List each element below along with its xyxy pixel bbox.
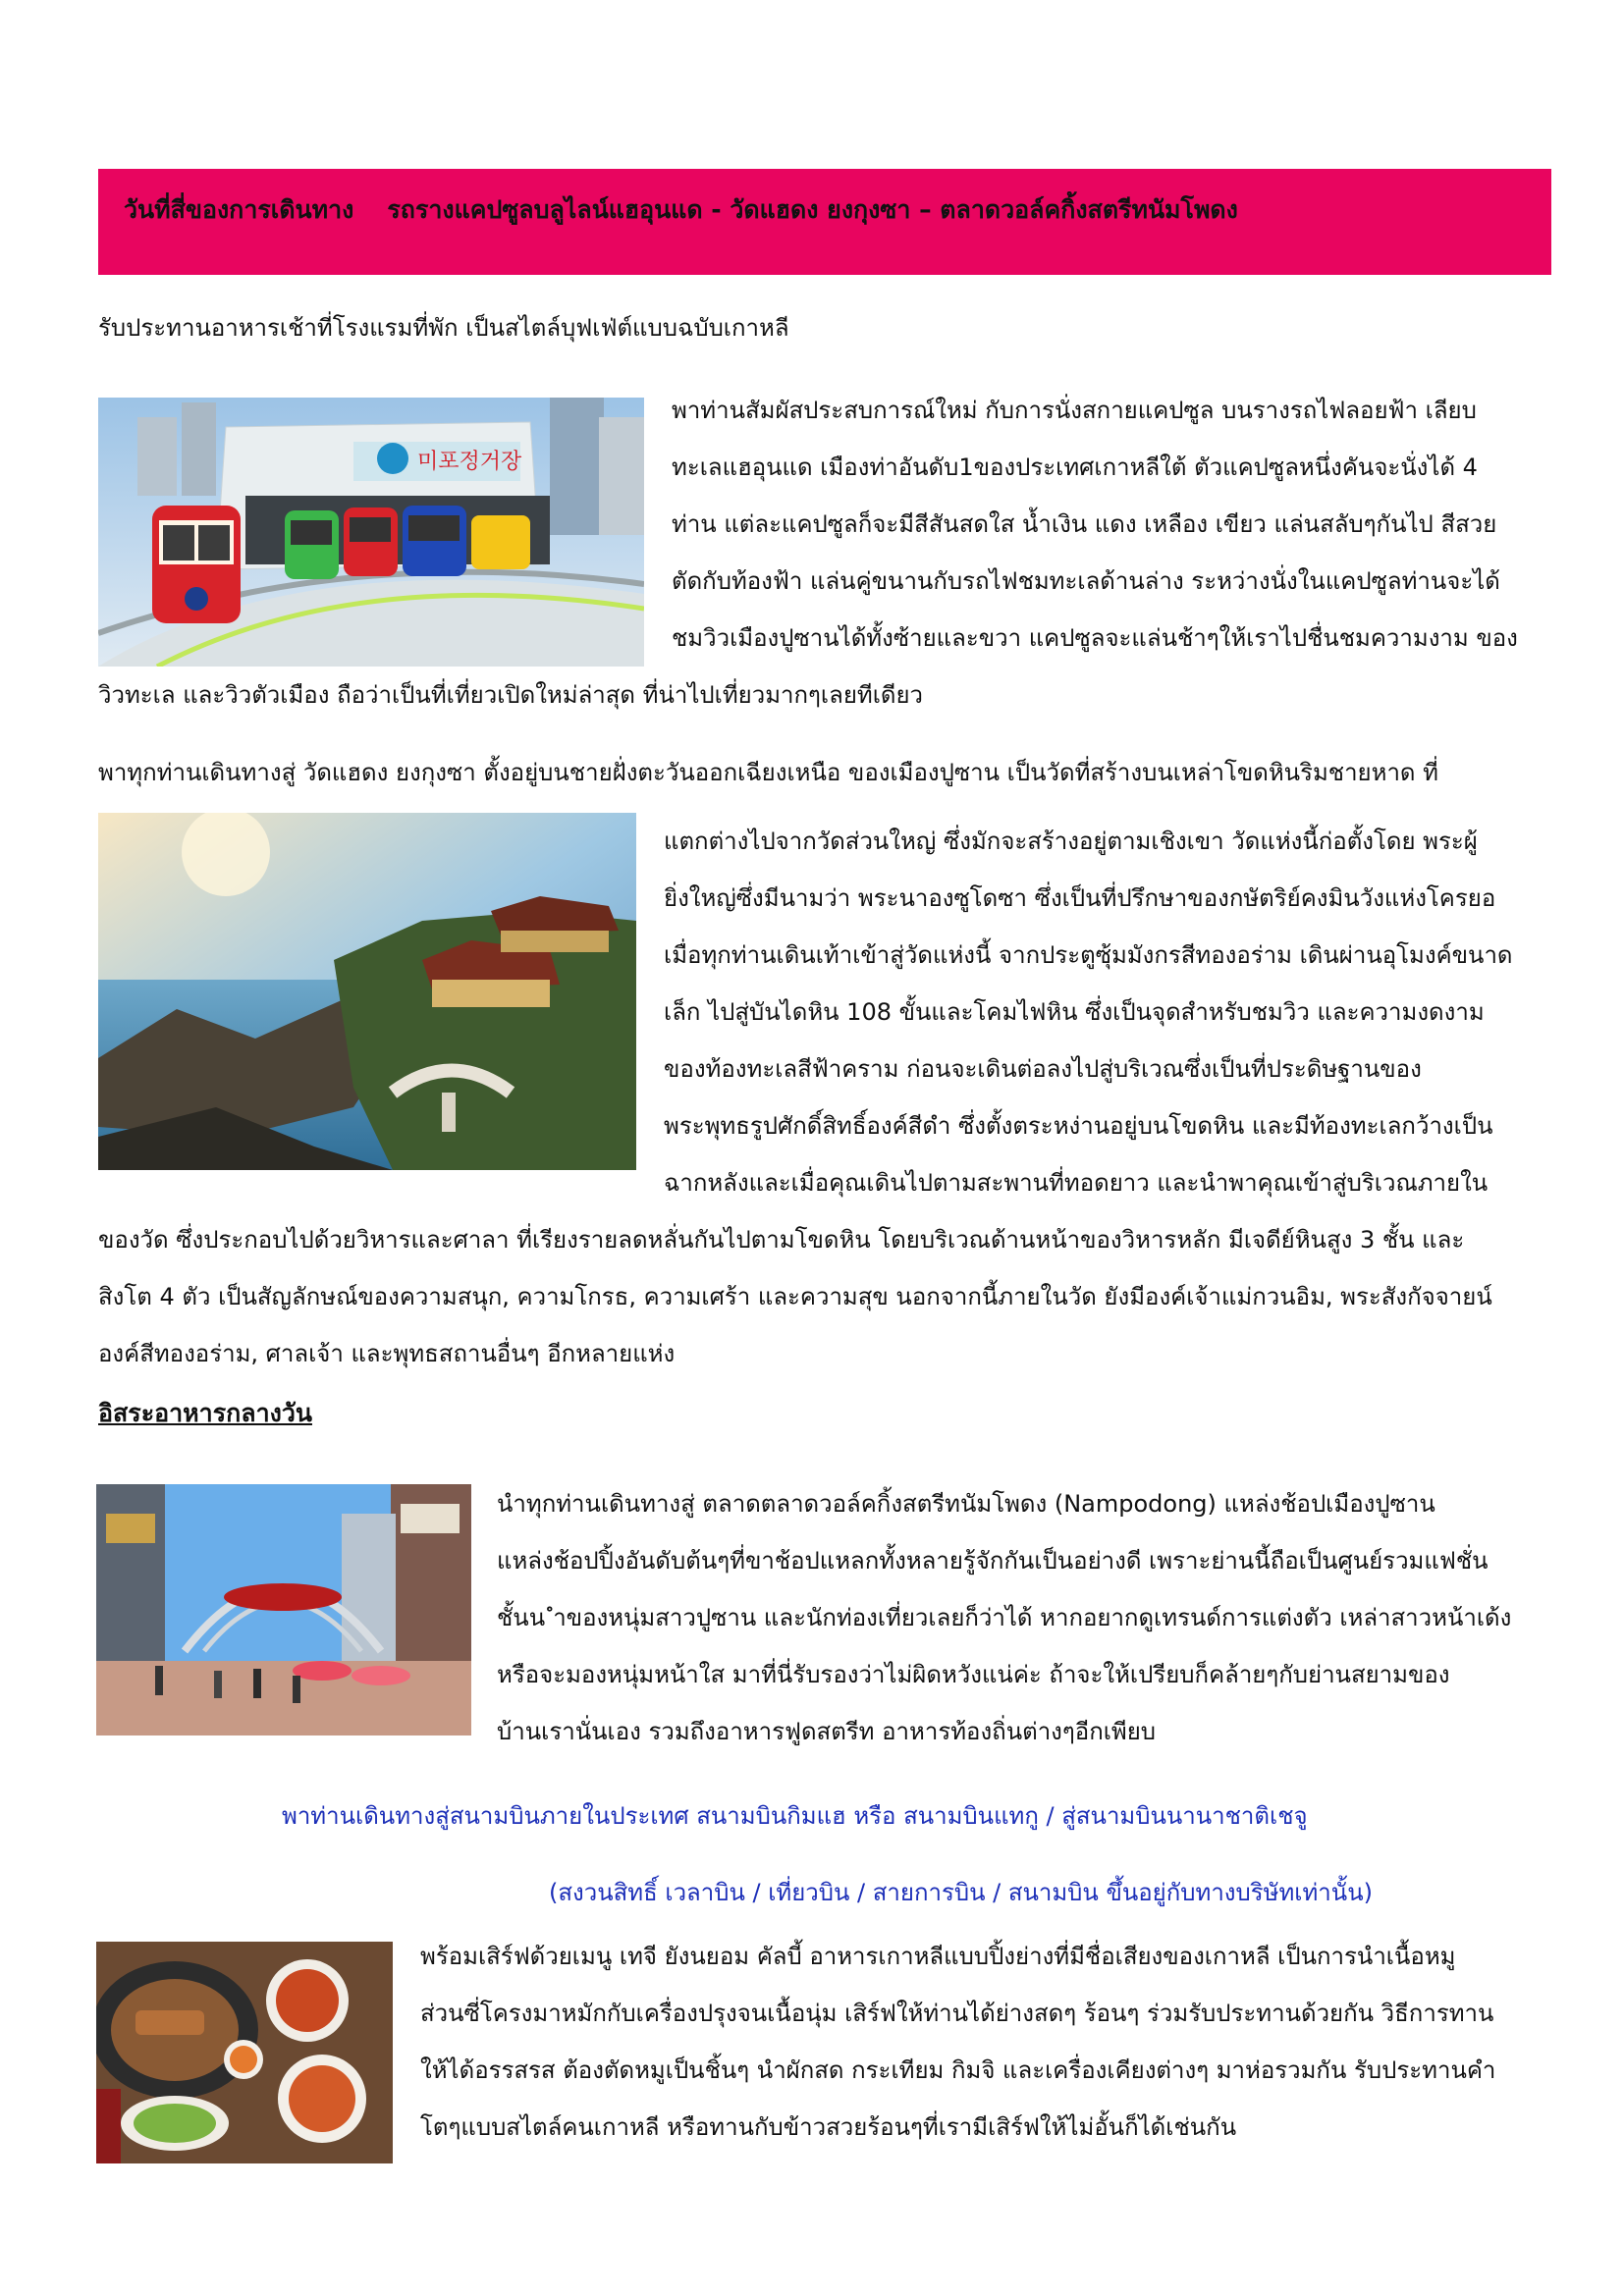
temple-paragraph-tail — [98, 1211, 1492, 1382]
temple-line: องค์สีทองอร่าม, ศาลเจ้า และพุทธสถานอื่นๆ อีกหลายแห่ง — [98, 1340, 676, 1367]
market-line: ชั้นน ำของหนุ่มสาวปูซาน และนักท่องเที่ยวเลยก็ว่าได้ หากอยากดูเทรนด์การแต่งตัว เหล่าสาวหน้าเด้ง — [497, 1604, 1512, 1631]
banner-title — [124, 190, 1238, 230]
flight-transfer-text: พาท่านเดินทางสู่สนามบินภายในประเทศ สนามบินกิมแฮ หรือ สนามบินแทกู / สู่สนามบินนานาชาติเชจู — [282, 1802, 1308, 1830]
capsule-paragraph — [672, 382, 1518, 667]
temple-line: พระพุทธรูปศักดิ์สิทธิ์องค์สีดำ ซึ่งตั้งตระหง่านอยู่บนโขดหิน และมีท้องทะเลกว้างเป็น — [664, 1112, 1493, 1140]
capsule-line: ชมวิวเมืองปูซานได้ทั้งซ้ายและขวา แคปซูลจะแล่นช้าๆให้เราไปชื่นชมความงาม ของ — [672, 624, 1518, 652]
temple-line: เมื่อทุกท่านเดินเท้าเข้าสู่วัดแห่งนี้ จากประตูซุ้มมังกรสีทองอร่าม เดินผ่านอุโมงค์ขนาด — [664, 941, 1513, 969]
dinner-line: ให้ได้อรรสรส ต้องตัดหมูเป็นชิ้นๆ นำผักสด กระเทียม กิมจิ และเครื่องเคียงต่างๆ มาห่อรวมกัน รับประทานคำ — [420, 2056, 1496, 2084]
temple-line: สิงโต 4 ตัว เป็นสัญลักษณ์ของความสนุก, ความโกรธ, ความเศร้า และความสุข นอกจากนี้ภายในวัด ยังมีองค์เจ้าแม่กวนอิม, พระสังกัจจายน์ — [98, 1283, 1492, 1310]
temple-paragraph — [664, 813, 1513, 1211]
capsule-line: ท่าน แต่ละแคปซูลก็จะมีสีสันสดใส น้ำเงิน แดง เหลือง เขียว แล่นสลับๆกันไป สีสวย — [672, 510, 1497, 538]
dinner-line: โตๆแบบสไตล์คนเกาหลี หรือทานกับข้าวสวยร้อนๆที่เรามีเสิร์ฟให้ไม่อั้นก็ได้เช่นกัน — [420, 2113, 1237, 2141]
temple-photo — [98, 813, 636, 1170]
capsule-line: ทะเลแฮอุนแด เมืองท่าอันดับ1ของประเทศเกาหลีใต้ ตัวแคปซูลหนึ่งคันจะนั่งได้ 4 — [672, 454, 1478, 481]
dinner-line: ส่วนซี่โครงมาหมักกับเครื่องปรุงจนเนื้อนุ่ม เสิร์ฟให้ท่านได้ย่างสดๆ ร้อนๆ ร่วมรับประทานด้วยกัน วิธีการทาน — [420, 2000, 1494, 2027]
nampodong-street-photo — [96, 1484, 471, 1735]
temple-line: ของวัด ซึ่งประกอบไปด้วยวิหารและศาลา ที่เรียงรายลดหลั่นกันไปตามโขดหิน โดยบริเวณด้านหน้าของวิหารหลัก มีเจดีย์หินสูง 3 ชั้น และ — [98, 1226, 1465, 1254]
flight-disclaimer-text: (สงวนสิทธิ์ เวลาบิน / เที่ยวบิน / สายการบิน / สนามบิน ขึ้นอยู่กับทางบริษัทเท่านั้น) — [549, 1879, 1373, 1906]
capsule-line: ตัดกับท้องฟ้า แล่นคู่ขนานกับรถไฟชมทะเลด้านล่าง ระหว่างนั่งในแคปซูลท่านจะได้ — [672, 567, 1500, 595]
temple-line: แตกต่างไปจากวัดส่วนใหญ่ ซึ่งมักจะสร้างอยู่ตามเชิงเขา วัดแห่งนี้ก่อตั้งโดย พระผู้ — [664, 828, 1478, 855]
market-line: นำทุกท่านเดินทางสู่ ตลาดตลาดวอล์คกิ้งสตรีทนัมโพดง (Nampodong) แหล่งช้อปเมืองปูซาน — [497, 1490, 1435, 1518]
temple-line: ของท้องทะเลสีฟ้าคราม ก่อนจะเดินต่อลงไปสู่บริเวณซึ่งเป็นที่ประดิษฐานของ — [664, 1055, 1422, 1083]
market-line: หรือจะมองหนุ่มหน้าใส มาที่นี่รับรองว่าไม่ผิดหวังแน่ค่ะ ถ้าจะให้เปรียบก็คล้ายๆกับย่านสยามของ — [497, 1661, 1450, 1688]
breakfast-line: รับประทานอาหารเช้าที่โรงแรมที่พัก เป็นสไตล์บุฟเฟ่ต์แบบฉบับเกาหลี — [98, 314, 789, 342]
market-line: แหล่งช้อปปิ้งอันดับต้นๆที่ขาช้อปแหลกทั้งหลายรู้จักกันเป็นอย่างดี เพราะย่านนี้ถือเป็นศูนย์รวมแฟชั่น — [497, 1547, 1489, 1575]
capsule-line: วิวทะเล และวิวตัวเมือง ถือว่าเป็นที่เที่ยวเปิดใหม่ล่าสุด ที่น่าไปเที่ยวมากๆเลยทีเดียว — [98, 681, 924, 709]
lunch-heading: อิสระอาหารกลางวัน — [98, 1399, 312, 1427]
capsule-train-photo — [98, 398, 644, 667]
temple-line: เล็ก ไปสู่บันไดหิน 108 ขั้นและโคมไฟหิน ซึ่งเป็นจุดสำหรับชมวิว และความงดงาม — [664, 998, 1485, 1026]
day-banner — [98, 169, 1551, 275]
korean-bbq-photo — [96, 1942, 393, 2163]
capsule-line: พาท่านสัมผัสประสบการณ์ใหม่ กับการนั่งสกายแคปซูล บนรางรถไฟลอยฟ้า เลียบ — [672, 397, 1477, 424]
dinner-line: พร้อมเสิร์ฟด้วยเมนู เทจี ยังนยอม คัลบี้ อาหารเกาหลีแบบปิ้งย่างที่มีชื่อเสียงของเกาหลี เป็นการนำเนื้อหมู — [420, 1943, 1456, 1970]
market-paragraph — [497, 1475, 1511, 1760]
banner-day-label: วันที่สี่ของการเดินทาง — [124, 195, 354, 224]
market-line: บ้านเรานั่นเอง รวมถึงอาหารฟูดสตรีท อาหารท้องถิ่นต่างๆอีกเพียบ — [497, 1718, 1157, 1745]
temple-intro — [98, 744, 1438, 801]
red-capsule — [152, 506, 241, 623]
station-sign-text: 미포정거장 — [417, 450, 522, 474]
capsule-paragraph-tail — [98, 667, 923, 723]
breakfast-text — [98, 299, 789, 356]
temple-line: ฉากหลังและเมื่อคุณเดินไปตามสะพานที่ทอดยาว และนำพาคุณเข้าสู่บริเวณภายใน — [664, 1169, 1489, 1197]
temple-intro-line: พาทุกท่านเดินทางสู่ วัดแฮดง ยงกุงซา ตั้งอยู่บนชายฝั่งตะวันออกเฉียงเหนือ ของเมืองปูซาน เป็นวัดที่สร้างบนเหล่าโขดหินริมชายหาด ที่ — [98, 759, 1438, 786]
temple-line: ยิ่งใหญ่ซึ่งมีนามว่า พระนาองซูโดซา ซึ่งเป็นที่ปรึกษาของกษัตริย์คงมินวังแห่งโครยอ — [664, 884, 1496, 912]
dinner-paragraph — [420, 1928, 1495, 2156]
banner-route: รถรางแคปซูลบลูไลน์แฮอุนแด - วัดแฮดง ยงกุงซา – ตลาดวอล์คกิ้งสตรีทนัมโพดง — [387, 195, 1238, 224]
